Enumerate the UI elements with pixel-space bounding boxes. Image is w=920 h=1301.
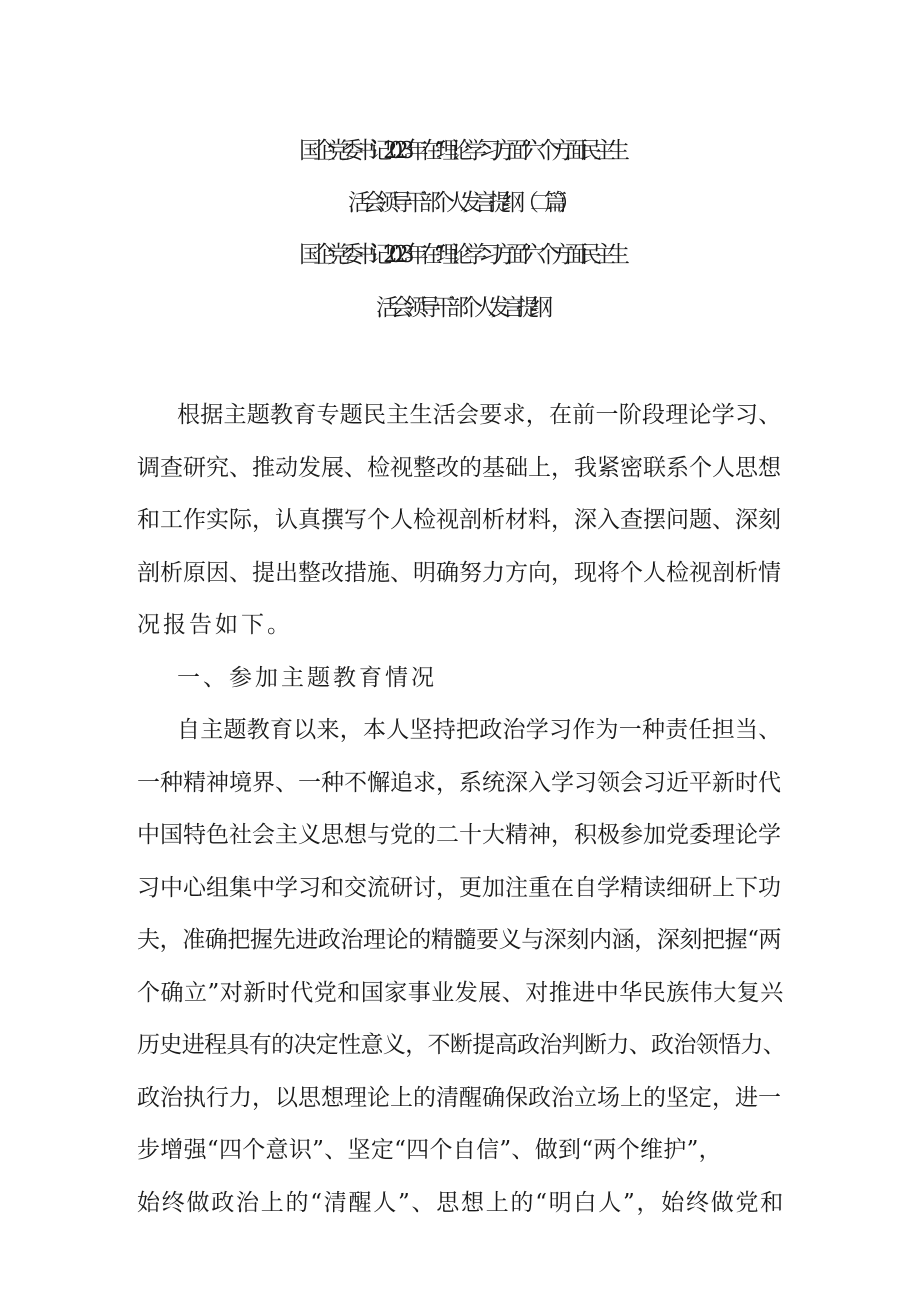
body-line: 剖析原因、提出整改措施、明确努力方向，现将个人检视剖析情 (137, 559, 781, 586)
body-line: 步增强“四个意识”、坚定“四个自信”、做到“两个维护”， (137, 1137, 722, 1163)
document-title-block (0, 138, 920, 322)
title-line-1: 国企党委书记2023年在“理论学习方面”六个方面民主生 (298, 138, 622, 164)
body-line: 自主题教育以来，本人坚持把政治学习作为一种责任担当、 (177, 717, 782, 743)
title-line-3: 国企党委书记2023年在“理论学习方面”六个方面民主生 (298, 242, 622, 268)
body-line: 中国特色社会主义思想与党的二十大精神，积极参加党委理论学 (137, 822, 781, 848)
body-line: 根据主题教育专题民主生活会要求，在前一阶段理论学习、 (177, 402, 782, 428)
body-line: 习中心组集中学习和交流研讨，更加注重在自学精读细研上下功 (137, 874, 781, 901)
document-body (137, 402, 787, 1242)
body-line: 一种精神境界、一种不懈追求，系统深入学习领会习近平新时代 (137, 769, 781, 796)
body-line: 历史进程具有的决定性意义，不断提高政治判断力、政治领悟力、 (137, 1032, 786, 1058)
body-line: 始终做政治上的“清醒人”、思想上的“明白人”，始终做党和 (137, 1189, 786, 1216)
title-line-2: 活会领导干部个人发言提纲（二篇） (348, 190, 572, 216)
section-heading: 一、参加主题教育情况 (177, 664, 437, 691)
body-line: 个确立”对新时代党和国家事业发展、对推进中华民族伟大复兴 (137, 979, 784, 1006)
body-line: 况报告如下。 (137, 612, 293, 638)
body-line: 和工作实际，认真撰写个人检视剖析材料，深入查摆问题、深刻 (137, 507, 781, 533)
body-line: 政治执行力，以思想理论上的清醒确保政治立场上的坚定，进一 (137, 1084, 781, 1111)
body-line: 夫，准确把握先进政治理论的精髓要义与深刻内涵，深刻把握“两 (137, 927, 782, 953)
title-line-4: 活会领导干部个人发言提纲 (376, 295, 544, 321)
body-line: 调查研究、推动发展、检视整改的基础上，我紧密联系个人思想 (137, 454, 781, 481)
